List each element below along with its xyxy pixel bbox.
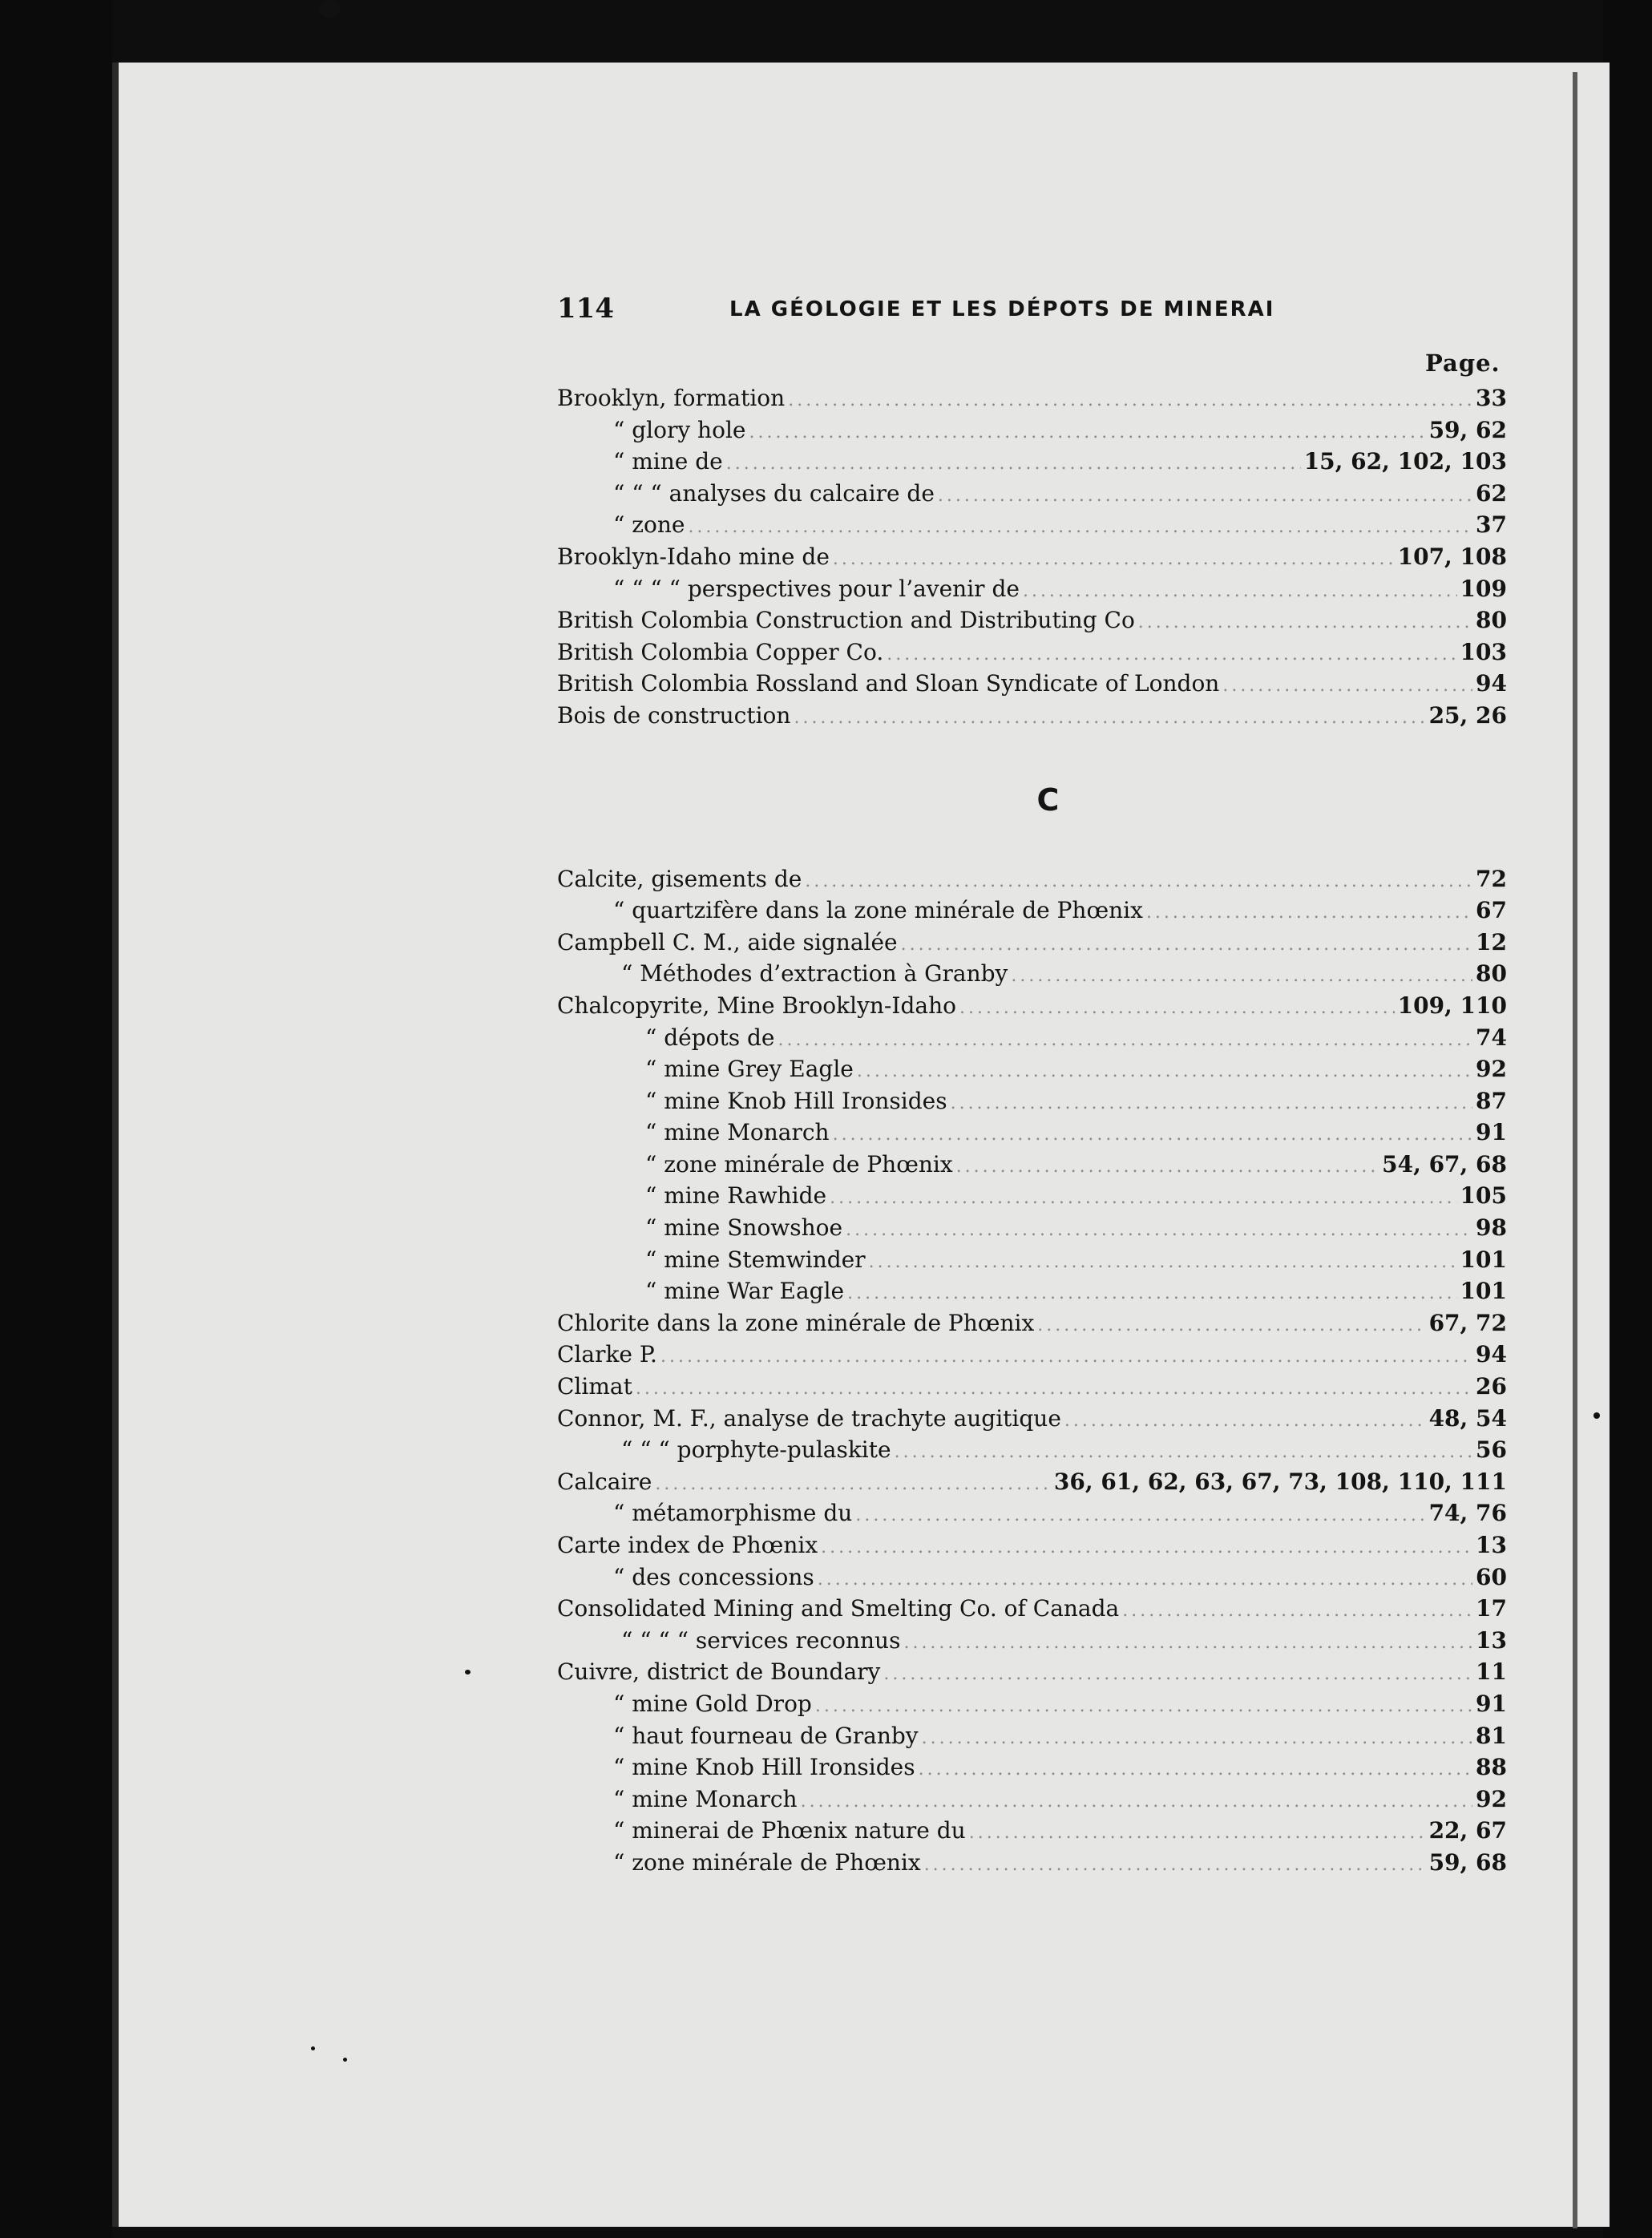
index-term: “ zone minérale de Phœnix [613,1848,921,1876]
index-term: “ mine Knob Hill Ironsides [645,1087,947,1114]
dot-leader [726,454,1301,474]
dot-leader [821,1537,1472,1557]
index-page-refs: 12 [1476,928,1507,955]
section-gap [557,837,1507,866]
dot-leader [833,1125,1472,1145]
scan-border-left [0,0,112,2238]
dot-leader [1023,581,1457,601]
index-entry [557,448,1507,480]
dot-leader [788,390,1472,410]
dot-leader [1064,1411,1426,1431]
index-page-refs: 26 [1476,1373,1507,1400]
index-entry [557,1214,1507,1246]
dot-leader [855,1505,1425,1525]
index-entry [557,1119,1507,1151]
index-entry [557,1754,1507,1786]
scan-speck [311,2046,315,2050]
dot-leader [903,1633,1472,1653]
index-page-refs: 105 [1460,1182,1507,1210]
index-page-refs: 107, 108 [1397,543,1507,570]
index-entry [557,897,1507,929]
dot-leader [655,1474,1051,1494]
index-term: Chalcopyrite, Mine Brooklyn-Idaho [557,992,956,1019]
index-entry [557,1500,1507,1532]
dot-leader [833,549,1395,569]
index-term: “ métamorphisme du [613,1500,853,1527]
index-term: “ mine Knob Hill Ironsides [613,1754,915,1781]
index-entry [557,1373,1507,1405]
index-term: Brooklyn, formation [557,385,786,411]
index-entry [557,543,1507,576]
index-entry [557,1088,1507,1120]
dot-leader [919,1759,1472,1779]
dot-leader [815,1696,1472,1716]
index-entry [557,1056,1507,1088]
index-term: “ mine Rawhide [645,1182,827,1210]
dot-leader [847,1283,1456,1303]
dot-leader [818,1569,1472,1590]
index-term: Brooklyn-Idaho mine de [557,543,830,570]
index-term: “ zone [613,511,685,539]
index-term: Bois de construction [557,701,791,729]
index-term: “ minerai de Phœnix nature du [613,1817,966,1844]
index-page-refs: 67 [1476,897,1507,924]
index-page-refs: 109, 110 [1397,992,1507,1019]
index-entry [557,1310,1507,1342]
index-page-refs: 74 [1476,1024,1507,1051]
index-entry [557,1595,1507,1627]
index-entry [557,639,1507,671]
dot-leader [857,1061,1472,1081]
index-page-refs: 109 [1460,575,1507,602]
section-gap [557,734,1507,763]
dot-leader [959,998,1395,1018]
index-term: “ mine Monarch [645,1119,830,1146]
index-term: “ dépots de [645,1024,775,1051]
scan-speck [319,0,340,18]
index-term: Calcite, gisements de [557,865,802,892]
dot-leader [1146,903,1472,923]
index-page-refs: 17 [1476,1595,1507,1622]
dot-leader [1037,1315,1425,1335]
index-page-refs: 74, 76 [1428,1500,1507,1527]
index-page-refs: 13 [1476,1532,1507,1558]
index-term: “ glory hole [613,416,746,443]
index-entry [557,1723,1507,1755]
dot-leader [924,1855,1426,1875]
dot-leader [887,644,1456,665]
index-entry [557,1182,1507,1214]
scan-speck [343,2058,347,2062]
index-entry [557,702,1507,734]
index-term: “ mine War Eagle [645,1278,845,1305]
index-entry [557,1436,1507,1468]
dot-leader [1138,612,1472,632]
index-entry [557,992,1507,1024]
dot-leader [636,1379,1472,1399]
index-term: Chlorite dans la zone minérale de Phœnix [557,1309,1035,1336]
index-entry [557,1691,1507,1723]
dot-leader [830,1188,1456,1208]
index-term: British Colombia Rossland and Sloan Syndicate of London [557,670,1220,697]
index-entry [557,1817,1507,1849]
dot-leader [1122,1601,1472,1621]
scan-speck [465,1670,471,1674]
index-entry [557,1564,1507,1596]
index-page-refs: 59, 68 [1428,1848,1507,1876]
index-term: Carte index de Phœnix [557,1532,818,1558]
index-page-refs: 94 [1476,1341,1507,1368]
running-title: LA GÉOLOGIE ET LES DÉPOTS DE MINERAI [729,297,1275,321]
index-page-refs: 48, 54 [1428,1404,1507,1432]
index-entry [557,417,1507,449]
index-page-refs: 11 [1476,1658,1507,1686]
index-entry [557,385,1507,417]
index-term: “ des concessions [613,1563,814,1590]
index-page-refs: 25, 26 [1428,701,1507,729]
index-entry [557,1246,1507,1279]
index-entry [557,960,1507,992]
index-term: Calcaire [557,1468,652,1495]
index-term: “ mine Monarch [613,1785,798,1812]
index-term: British Colombia Copper Co. [557,638,884,665]
index-page-refs: 33 [1476,385,1507,411]
index-term: Campbell C. M., aide signalée [557,928,898,955]
dot-leader [1222,676,1472,696]
scan-border-right [1603,0,1652,2238]
dot-leader [846,1220,1472,1240]
index-page-refs: 101 [1460,1278,1507,1305]
index-entry [557,511,1507,543]
index-term: “ mine Snowshoe [645,1214,843,1242]
index-page-refs: 37 [1476,511,1507,539]
index-term: Cuivre, district de Boundary [557,1658,881,1686]
index-page-refs: 36, 61, 62, 63, 67, 73, 108, 110, 111 [1053,1468,1507,1495]
page-column-heading: Page. [1425,349,1501,377]
dot-leader [869,1252,1457,1272]
index-page-refs: 94 [1476,670,1507,697]
dot-leader [922,1728,1472,1748]
dot-leader [1011,966,1472,986]
page-number: 114 [557,293,614,325]
index-term: British Colombia Construction and Distributing Co [557,607,1135,634]
index-entry [557,1468,1507,1501]
index-page-refs: 15, 62, 102, 103 [1303,448,1507,475]
index-page-refs: 62 [1476,479,1507,507]
index-page-refs: 87 [1476,1087,1507,1114]
index-term: “ “ “ “ services reconnus [621,1626,901,1654]
index-term: “ quartzifère dans la zone minérale de Phœnix [613,897,1143,924]
index-page-refs: 80 [1476,960,1507,988]
index-page-refs: 91 [1476,1690,1507,1717]
index-entry [557,1627,1507,1659]
index-term: Clarke P. [557,1341,657,1368]
index-page-refs: 22, 67 [1428,1817,1507,1844]
index-page-refs: 67, 72 [1428,1309,1507,1336]
index-entry [557,1278,1507,1310]
dot-leader [938,486,1472,506]
index-term: Connor, M. F., analyse de trachyte augitique [557,1404,1061,1432]
dot-leader [883,1664,1472,1684]
index-entry [557,929,1507,961]
index-term: “ mine Gold Drop [613,1690,812,1717]
index-page-refs: 72 [1476,865,1507,892]
dot-leader [801,1792,1472,1812]
index-page-refs: 13 [1476,1626,1507,1654]
index-page-refs: 56 [1476,1436,1507,1464]
index-list [557,385,1507,1881]
dot-leader [749,422,1425,442]
index-entry [557,670,1507,702]
index-entry [557,1786,1507,1818]
index-section-b [557,385,1507,734]
index-page-refs: 92 [1476,1785,1507,1812]
index-page-refs: 91 [1476,1119,1507,1146]
dot-leader [956,1157,1379,1177]
index-entry [557,1024,1507,1056]
dot-leader [805,871,1472,891]
index-term: “ Méthodes d’extraction à Granby [621,960,1008,988]
index-entry [557,576,1507,608]
index-page-refs: 81 [1476,1722,1507,1749]
dot-leader [688,517,1472,537]
dot-leader [901,935,1472,955]
index-term: “ mine de [613,448,723,475]
index-term: “ haut fourneau de Granby [613,1722,919,1749]
index-term: “ zone minérale de Phœnix [645,1150,953,1178]
index-term: “ “ “ “ perspectives pour l’avenir de [613,575,1020,602]
index-term: “ “ “ porphyte-pulaskite [621,1436,891,1464]
index-page-refs: 92 [1476,1056,1507,1083]
index-term: “ mine Grey Eagle [645,1056,854,1083]
index-entry [557,607,1507,639]
index-page-refs: 103 [1460,638,1507,665]
index-section-c [557,866,1507,1881]
section-letter: C [1036,782,1060,818]
dot-leader [660,1347,1472,1367]
index-entry [557,1405,1507,1437]
index-term: “ mine Stemwinder [645,1246,866,1273]
index-entry [557,866,1507,898]
index-page-refs: 59, 62 [1428,416,1507,443]
index-entry [557,1341,1507,1373]
page-header [557,293,1439,333]
index-entry [557,480,1507,512]
index-page-refs: 101 [1460,1246,1507,1273]
index-entry [557,1532,1507,1564]
index-entry [557,1151,1507,1183]
scan-speck [1593,1412,1600,1419]
index-page-refs: 54, 67, 68 [1382,1150,1507,1178]
dot-leader [969,1823,1426,1843]
dot-leader [895,1442,1472,1462]
dot-leader [794,708,1425,728]
index-term: Consolidated Mining and Smelting Co. of Canada [557,1595,1120,1622]
dot-leader [951,1093,1472,1113]
index-page-refs: 88 [1476,1754,1507,1781]
index-page-refs: 60 [1476,1563,1507,1590]
index-term: “ “ “ analyses du calcaire de [613,479,935,507]
page-edge-shadow [1573,72,1577,2228]
dot-leader [778,1030,1473,1050]
index-entry [557,1658,1507,1691]
index-page-refs: 80 [1476,607,1507,634]
index-entry [557,1849,1507,1881]
index-term: Climat [557,1373,632,1400]
index-page-refs: 98 [1476,1214,1507,1242]
